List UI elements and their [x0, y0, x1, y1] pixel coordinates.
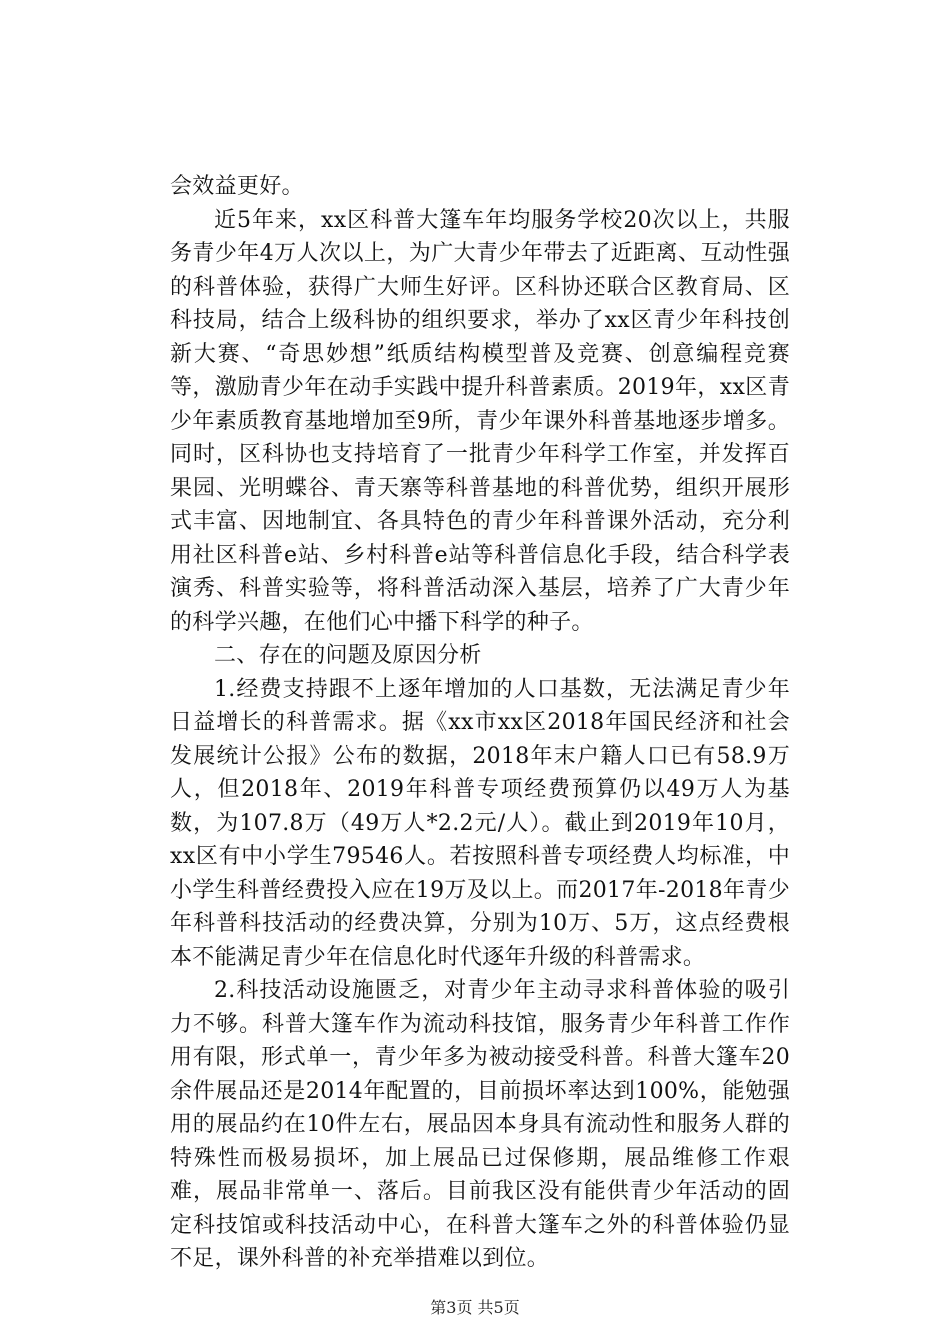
page-footer: 第3页 共5页: [430, 1298, 520, 1317]
document-body: [170, 170, 790, 1276]
section-heading: 二、存在的问题及原因分析: [214, 643, 482, 668]
paragraph-achievements: 近5年来，xx区科普大篷车年均服务学校20次以上，共服务青少年4万人次以上，为广大青少年带去了近距离、互动性强的科普体验，获得广大师生好评。区科协还联合区教育局、区科技局，结合上级科协的组织要求，举办了xx区青少年科技创新大赛、“奇思妙想”纸质结构模型普及竞赛、创意编程竞赛等，激励青少年在动手实践中提升科普素质。2019年，xx区青少年素质教育基地增加至9所，青少年课外科普基地逐步增多。同时，区科协也支持培育了一批青少年科学工作室，并发挥百果园、光明蝶谷、青天寨等科普基地的科普优势，组织开展形式丰富、因地制宜、各具特色的青少年科普课外活动，充分利用社区科普e站、乡村科普e站等科普信息化手段，结合科学表演秀、科普实验等，将科普活动深入基层，培养了广大青少年的科学兴趣，在他们心中播下科学的种子。: [170, 207, 790, 635]
paragraph-continuation: 会效益更好。: [170, 174, 304, 199]
paragraph-facilities-issue: 2.科技活动设施匮乏，对青少年主动寻求科普体验的吸引力不够。科普大篷车作为流动科技馆，服务青少年科普工作作用有限，形式单一，青少年多为被动接受科普。科普大篷车20余件展品还是2014年配置的，目前损坏率达到100%，能勉强用的展品约在10件左右，展品因本身具有流动性和服务人群的特殊性而极易损坏，加上展品已过保修期，展品维修工作艰难，展品非常单一、落后。目前我区没有能供青少年活动的固定科技馆或科技活动中心，在科普大篷车之外的科普体验仍显不足，课外科普的补充举措难以到位。: [170, 978, 790, 1271]
paragraph-funding-issue: 1.经费支持跟不上逐年增加的人口基数，无法满足青少年日益增长的科普需求。据《xx市xx区2018年国民经济和社会发展统计公报》公布的数据，2018年末户籍人口已有58.9万人，但2018年、2019年科普专项经费预算仍以49万人为基数，为107.8万（49万人*2.2元/人）。截止到2019年10月，xx区有中小学生79546人。若按照科普专项经费人均标准，中小学生科普经费投入应在19万及以上。而2017年-2018年青少年科普科技活动的经费决算，分别为10万、5万，这点经费根本不能满足青少年在信息化时代逐年升级的科普需求。: [170, 676, 790, 970]
